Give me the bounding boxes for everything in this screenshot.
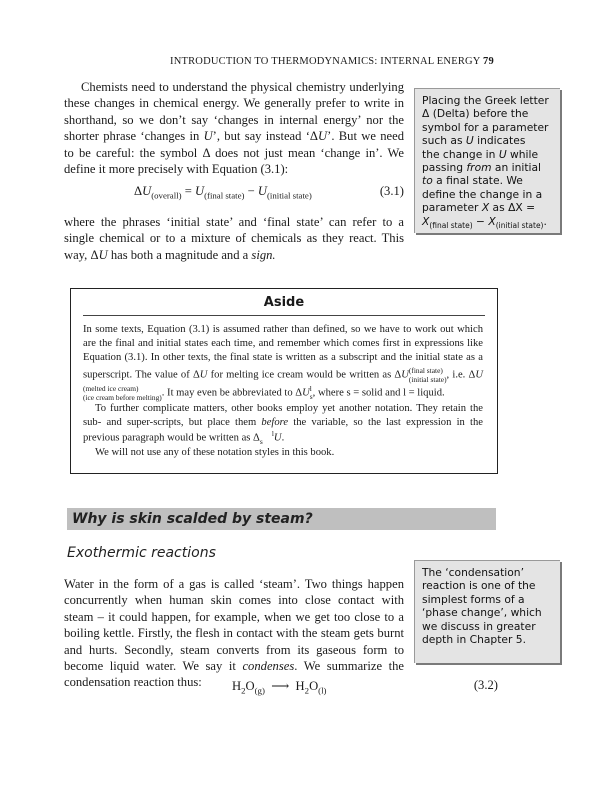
note-line: depth in Chapter 5. — [422, 633, 526, 647]
note-line: passing from an initial — [422, 161, 542, 175]
margin-note-condensation — [414, 560, 560, 663]
note-line: simplest forms of a — [422, 592, 525, 606]
section-heading-bar — [67, 508, 496, 530]
note-line: The ‘condensation’ — [422, 566, 524, 579]
note-line: define the change in a — [422, 187, 543, 201]
aside-title: Aside — [263, 295, 305, 310]
note-line: to a final state. We — [422, 174, 523, 188]
note-line: $X_{(final state)} - X_{(initial state)}$. — [422, 214, 547, 230]
running-title: INTRODUCTION TO THERMODYNAMICS: INTERNAL ENERGY — [170, 56, 481, 67]
state-text-2: has both a magnitude and a — [107, 247, 252, 262]
note-line: Placing the Greek letter — [422, 94, 549, 107]
symbol-u: U — [203, 129, 213, 144]
state-paragraph — [64, 214, 404, 263]
intro-text-3: ’. But we need to be careful: the symbol Δ does not just mean ‘change in’. We define it more precisely with Equation (3.1): — [64, 129, 405, 177]
aside-divider — [83, 315, 485, 316]
note-line: symbol for a parameter — [422, 120, 549, 134]
aside-body — [83, 323, 483, 460]
note-line: reaction is one of the — [422, 579, 536, 593]
state-text-1: where the phrases ‘initial state’ and ‘final state’ can refer to a single chemical or to a mixture of chemicals as they react. This way, Δ — [64, 215, 404, 262]
steam-text-1: Water in the form of a gas is called ‘steam’. Two things happen concurrently when human skin comes into close contact with steam – it could happen, for example, when we get too close to a boiling kettle. Firstly, the flesh in contact with the steam gets burnt and hurts. Secondly, steam converts from its gaseous form to become liquid water. We say it — [64, 577, 404, 674]
steam-text-2: . We summarize the condensation reaction thus: — [64, 659, 404, 690]
equation-3-1-number: (3.1) — [379, 184, 404, 198]
aside-paragraph-2: To further complicate matters, other books employ yet another notation. They retain the sub- and super-scripts, but place them before the variable, so the last expression in the previous paragraph would be written as Δ l s U. — [83, 402, 483, 447]
subheading: Exothermic reactions — [67, 545, 216, 561]
note-line: ‘phase change’, which — [422, 606, 542, 620]
note-line: such as U indicates — [422, 134, 526, 148]
equation-3-1-body: $\Delta U_{(overall)} = U_{(final state)} - U_{(initial state)}$ — [134, 184, 312, 201]
note-line: Δ (Delta) before the — [422, 107, 529, 121]
equation-3-2-number: (3.2) — [473, 678, 498, 692]
margin-note-delta — [414, 88, 560, 233]
note-line: we discuss in greater — [422, 619, 536, 633]
aside-paragraph-1: In some texts, Equation (3.1) is assumed rather than defined, so we have to work out which are the final and initial states each time, and remember which comes first in expressions like Equation (3.1). In other texts, the final state is written as a subscript and the initial state as a superscript. The value of ΔU for melting ice cream would be written as ΔU(final state) (initial state), i.e. ΔU(melted ice cream) (ice cream before melting). It may even be abbreviated to ΔUl s, where s = solid and l = liquid. — [83, 324, 483, 402]
condenses-word: condenses — [242, 659, 295, 674]
equation-3-1 — [64, 184, 404, 204]
intro-text-1: Chemists need to understand the physical chemistry underlying these changes in chemical energy. We generally prefer to write in shorthand, so we don’t say ‘changes in internal energy’ nor the shorter phrase ‘changes in — [64, 80, 404, 144]
sign-word: sign. — [251, 247, 276, 262]
equation-3-2-body: $H_2O_{(g)}$ ⟶ $H_2O_{(l)}$ — [232, 679, 327, 696]
section-title: Why is skin scalded by steam? — [72, 511, 313, 527]
intro-text-2: ’, but say instead ‘Δ — [212, 129, 319, 144]
note-line: parameter X as ΔX = — [422, 201, 536, 215]
aside-box — [70, 288, 498, 474]
note-line: the change in U while — [422, 147, 539, 161]
aside-paragraph-3: We will not use any of these notation styles in this book. — [95, 447, 335, 459]
steam-paragraph — [64, 576, 404, 691]
page-number: 79 — [483, 56, 494, 67]
equation-3-2 — [64, 678, 498, 698]
symbol-u: U — [318, 129, 328, 144]
intro-paragraph — [64, 79, 404, 177]
symbol-u: U — [98, 247, 108, 262]
